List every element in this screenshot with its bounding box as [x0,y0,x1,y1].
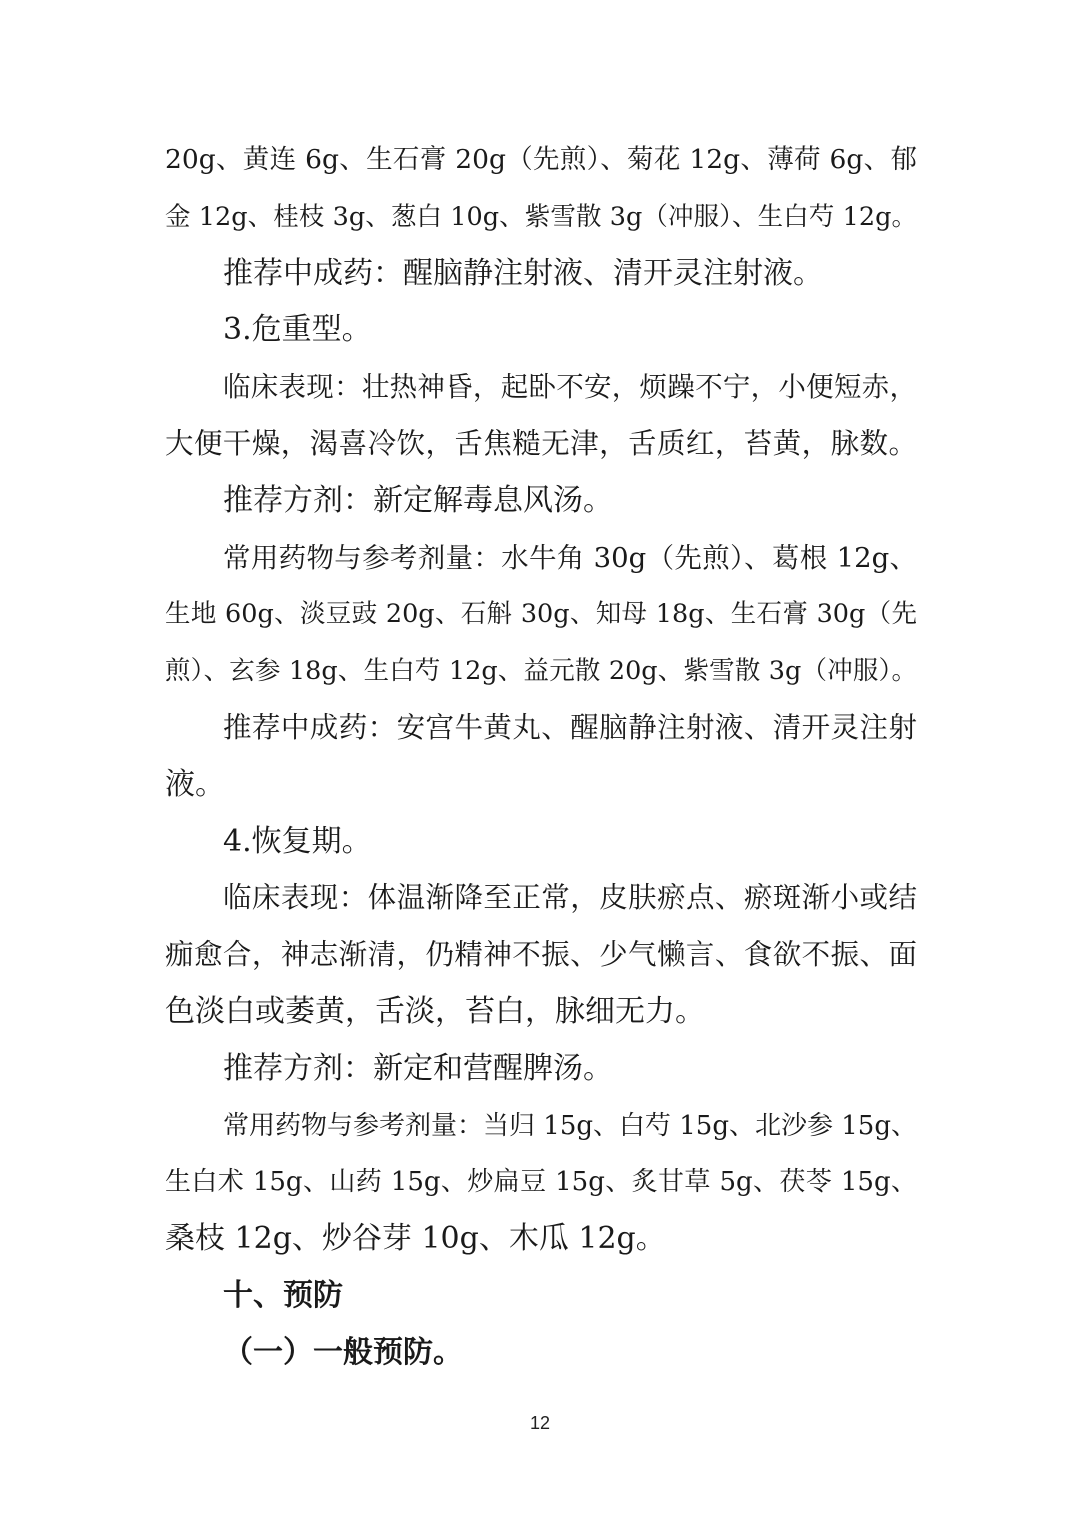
text-line: 推荐中成药：安宫牛黄丸、醒脑静注射液、清开灵注射 [223,710,917,744]
text-line: 色淡白或萎黄，舌淡，苔白，脉细无力。 [165,993,705,1029]
section-subheading: （一）一般预防。 [223,1334,463,1370]
text-line: 推荐方剂：新定解毒息风汤。 [223,482,613,518]
text-line: 液。 [165,766,225,802]
text-line: 临床表现：体温渐降至正常，皮肤瘀点、瘀斑渐小或结 [223,881,917,915]
text-line: 金 12g、桂枝 3g、葱白 10g、紫雪散 3g（冲服）、生白芍 12g。 [165,201,917,232]
section-subheading: 3.危重型。 [223,312,372,348]
page-number: 12 [529,1413,551,1433]
section-heading: 十、预防 [223,1277,343,1313]
text-line: 生白术 15g、山药 15g、炒扁豆 15g、炙甘草 5g、茯苓 15g、 [165,1167,917,1198]
document-body [165,132,917,1382]
text-line: 桑枝 12g、炒谷芽 10g、木瓜 12g。 [165,1221,666,1257]
text-line: 常用药物与参考剂量：水牛角 30g（先煎）、葛根 12g、 [223,541,917,574]
text-line: 生地 60g、淡豆豉 20g、石斛 30g、知母 18g、生石膏 30g（先 [165,599,917,630]
text-line: 20g、黄连 6g、生石膏 20g（先煎）、菊花 12g、薄荷 6g、郁 [165,144,917,175]
section-subheading: 4.恢复期。 [223,823,372,859]
text-line: 临床表现：壮热神昏，起卧不安，烦躁不宁，小便短赤， [223,371,917,404]
text-line: 推荐中成药：醒脑静注射液、清开灵注射液。 [223,255,823,291]
text-line: 大便干燥，渴喜冷饮，舌焦糙无津，舌质红，苔黄，脉数。 [165,426,917,460]
text-line: 煎）、玄参 18g、生白芍 12g、益元散 20g、紫雪散 3g（冲服）。 [165,656,917,687]
text-line: 推荐方剂：新定和营醒脾汤。 [223,1050,613,1086]
text-line: 痂愈合，神志渐清，仍精神不振、少气懒言、食欲不振、面 [165,938,917,972]
text-line: 常用药物与参考剂量：当归 15g、白芍 15g、北沙参 15g、 [223,1110,917,1141]
